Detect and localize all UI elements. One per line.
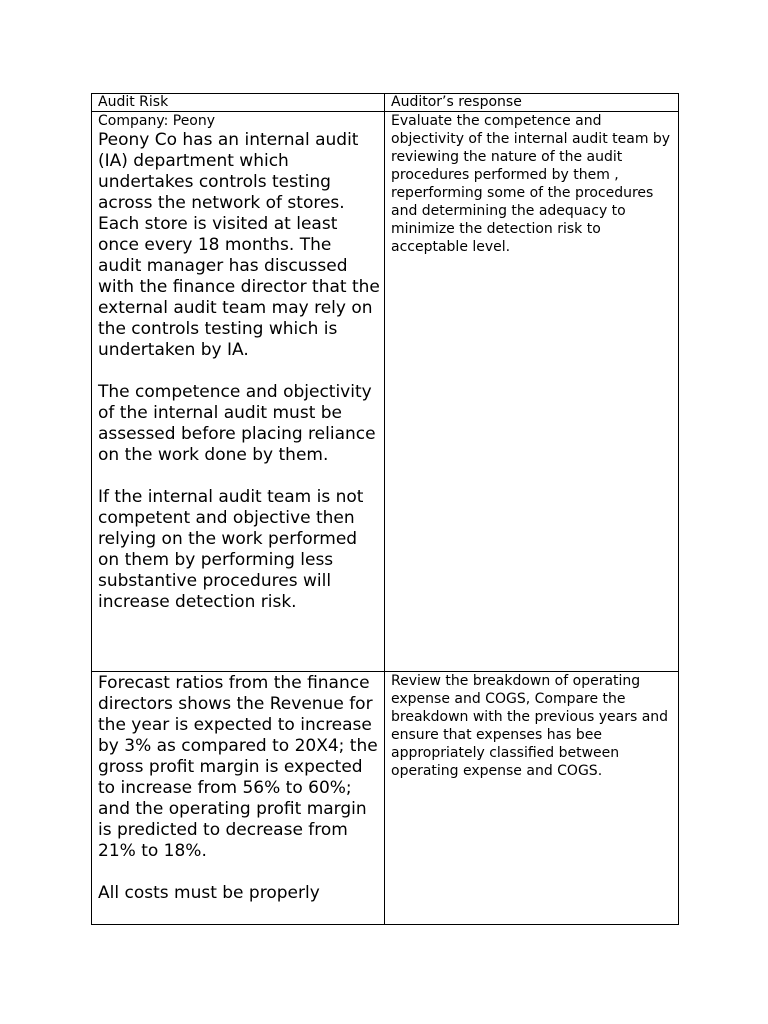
header-row	[92, 94, 679, 112]
audit-risk-table	[91, 93, 679, 925]
risk-paragraph: If the internal audit team is not competent and objective then relying on the work performed on them by performing less substantive procedures will increase detection risk.	[98, 487, 364, 612]
header-auditors-response: Auditor’s response	[385, 94, 679, 112]
risk-paragraph: The competence and objectivity of the internal audit must be assessed before placing reliance on the work done by them.	[98, 382, 376, 465]
response-cell	[385, 112, 679, 672]
response-cell	[385, 672, 679, 925]
risk-paragraph: Forecast ratios from the finance directors shows the Revenue for the year is expected to increase by 3% as compared to 20X4; the gross profit margin is expected to increase from 56% to 60%; and the operating profit margin is predicted to decrease from 21% to 18%.	[98, 673, 378, 861]
risk-paragraph: All costs must be properly	[98, 883, 320, 903]
table-row	[92, 672, 679, 925]
company-label: Company: Peony	[98, 113, 216, 129]
header-audit-risk: Audit Risk	[92, 94, 385, 112]
risk-cell	[92, 112, 385, 672]
response-text: Evaluate the competence and objectivity of the internal audit team by reviewing the nature of the audit procedures performed by them , reperforming some of the procedures and determining the adequacy to minimize the detection risk to acceptable level.	[391, 113, 671, 255]
risk-paragraph: Peony Co has an internal audit (IA) department which undertakes controls testing across the network of stores. Each store is visited at least once every 18 months. The audit manager has discussed with the finance director that the external audit team may rely on the controls testing which is undertaken by IA.	[98, 130, 380, 360]
response-text: Review the breakdown of operating expense and COGS, Compare the breakdown with the previous years and ensure that expenses has bee appropriately classified between operating expense and COGS.	[391, 673, 669, 779]
risk-cell	[92, 672, 385, 925]
table-row	[92, 112, 679, 672]
